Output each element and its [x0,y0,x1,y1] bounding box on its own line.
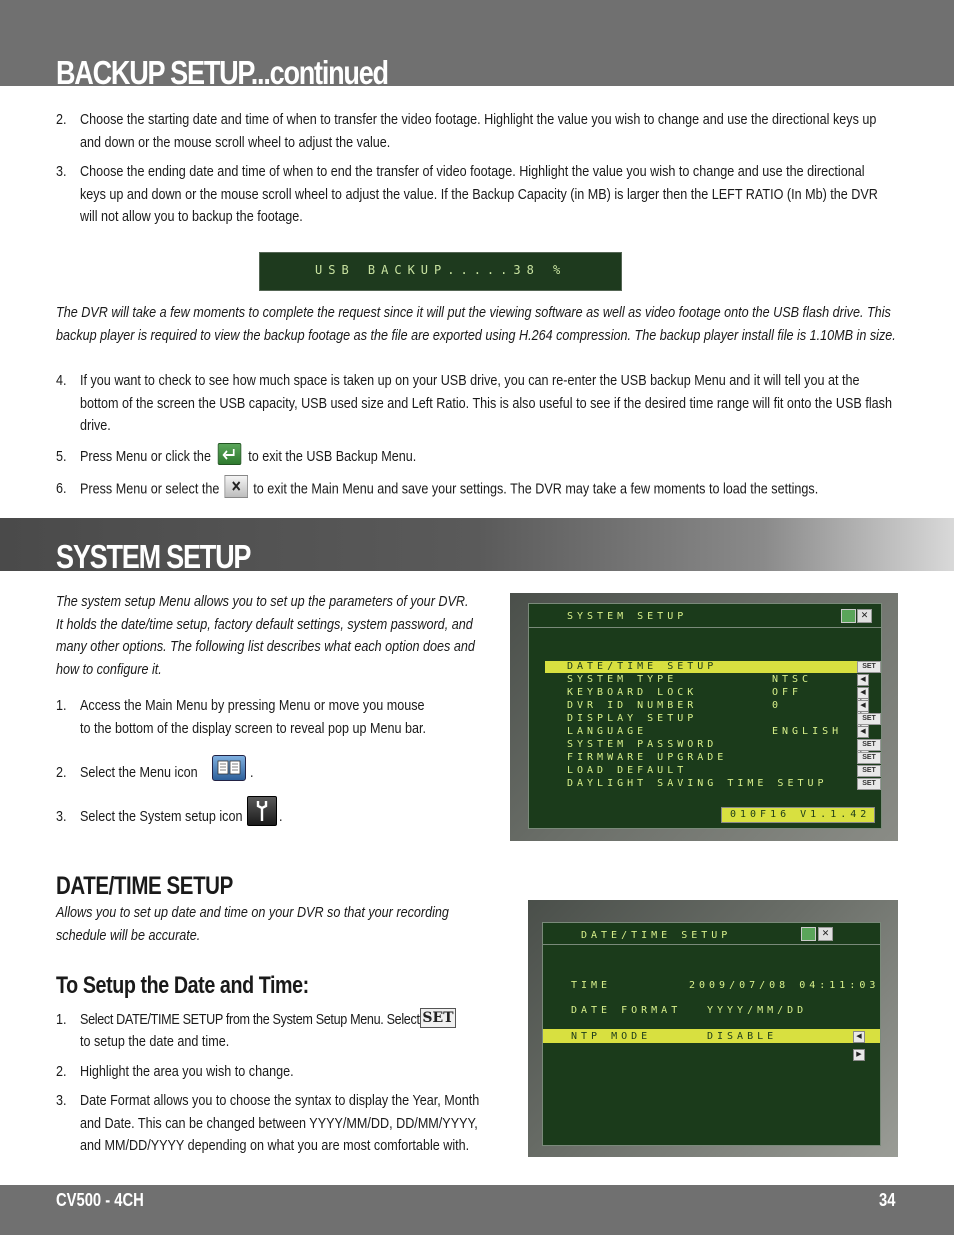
datetime-setup-screenshot [528,900,898,1157]
osd-row-value: 0 [772,700,783,711]
osd-row-value: OFF [772,687,803,698]
osd-row-label: DATE/TIME SETUP [567,661,718,672]
step-text: Select the System setup icon [80,808,243,825]
left-arrow-icon[interactable]: ◀ [857,700,869,712]
left-arrow-icon[interactable]: ◀ [857,687,869,699]
arrow-controls[interactable] [857,674,881,684]
version-text: 010F16 V1.1.42 [730,809,871,820]
osd-row-label: SYSTEM PASSWORD [567,739,718,750]
osd-title: DATE/TIME SETUP [581,930,732,941]
version-badge [721,807,875,823]
osd-row-value: ENGLISH [772,726,843,737]
wrench-icon [247,796,277,826]
osd-title: SYSTEM SETUP [567,611,688,622]
step-number: 1. [56,697,67,714]
osd-row-label: DVR ID NUMBER [567,700,698,711]
step-text: Date Format allows you to choose the syntax to display the Year, Month and Date. This can be changed between YYYY/MM/DD, DD/MM/YYYY, and MM/DD/YYYY depending on what you are most comfortable with. [80,1092,480,1154]
step-text-before: Press Menu or select the [80,480,220,498]
subsection-title: DATE/TIME SETUP [56,872,233,900]
osd-row-label: TIME [571,980,612,991]
step-text: Choose the ending date and time of when to end the transfer of video footage. Highlight the value you wish to change and use the directional keys up and down or the mouse scroll wheel to adjust the value. If the Backup Capacity (in MB) is larger then the LEFT RATIO (In Mb) the DVR will not allow you to backup the footage. [80,163,878,225]
step-number: 4. [56,372,67,389]
arrow-controls[interactable] [857,700,881,710]
datetime-description: Allows you to set up date and time on your DVR so that your recording schedule will be accurate. [56,904,449,944]
left-arrow-icon[interactable]: ◀ [853,1031,865,1043]
osd-row-value: 2009/07/08 04:11:03 [689,980,880,991]
set-button[interactable]: SET [857,765,881,777]
set-button[interactable]: SET [857,713,881,725]
step-text [80,446,416,469]
arrow-controls[interactable] [857,687,881,697]
osd-panel [542,922,881,1146]
footer-model: CV500 - 4CH [56,1190,144,1210]
step-text: If you want to check to see how much space is taken up on your USB drive, you can re-enter the USB backup Menu and it will tell you at the bottom of the screen the USB capacity, USB used size and Left Ratio. This is also useful to see if the desired time range will fit onto the USB flash drive. [80,372,892,434]
osd-row-label: DISPLAY SETUP [567,713,698,724]
step-text-after: . [250,764,254,781]
osd-row-value: YYYY/MM/DD [707,1005,808,1016]
step-number: 3. [56,808,67,825]
set-icon: SET [420,1008,456,1028]
left-arrow-icon[interactable]: ◀ [857,726,869,738]
section-title: SYSTEM SETUP [56,538,251,575]
step-text: Choose the starting date and time of when to transfer the video footage. Highlight the value you wish to change and use the directional keys up and down or the mouse scroll wheel to adjust the value. [80,111,877,151]
backup-note: The DVR will take a few moments to complete the request since it will put the viewing software as well as video footage onto the USB flash drive. This backup player is required to view the backup footage as the file are exported using H.264 compression. The backup player install file is 1.10MB in size. [56,304,896,344]
return-icon [801,927,816,941]
osd-row-label: DAYLIGHT SAVING TIME SETUP [567,778,828,789]
osd-divider [543,944,880,945]
osd-divider [529,627,881,628]
step-number: 3. [56,1092,67,1109]
osd-row-label: FIRMWARE UPGRADE [567,752,728,763]
step-text [80,695,426,740]
osd-row-value: DISABLE [707,1031,778,1042]
page-number: 34 [879,1190,896,1210]
return-icon [841,609,856,623]
step-number: 1. [56,1011,67,1028]
step-number: 2. [56,111,67,128]
osd-row-label: SYSTEM TYPE [567,674,678,685]
arrow-controls[interactable] [857,726,881,736]
close-icon [225,475,249,498]
osd-row-label: NTP MODE [571,1031,652,1042]
step-text-after: to exit the Main Menu and save your settings. The DVR may take a few moments to load the settings. [253,480,819,498]
step-text: Select DATE/TIME SETUP from the System Setup Menu. Select [80,1011,420,1028]
osd-row-label: LOAD DEFAULT [567,765,688,776]
set-button[interactable]: SET [857,752,881,764]
set-button[interactable]: SET [857,778,881,790]
osd-row-label: KEYBOARD LOCK [567,687,698,698]
osd-row-value: NTSC [772,674,813,685]
step-number: 2. [56,764,67,781]
osd-row-label: DATE FORMAT [571,1005,682,1016]
usb-backup-label: USB BACKUP.....38 % [315,263,567,277]
menu-book-icon [212,755,246,781]
left-arrow-icon[interactable]: ◀ [857,674,869,686]
step-number: 3. [56,163,67,180]
subsection-subtitle: To Setup the Date and Time: [56,972,309,999]
usb-backup-progress-screen [259,252,622,291]
step-text: Highlight the area you wish to change. [80,1063,294,1080]
step-text: Select the Menu icon [80,764,198,781]
arrow-controls[interactable] [853,1031,877,1058]
step-text-after: to exit the USB Backup Menu. [248,448,417,465]
osd-row-label: LANGUAGE [567,726,648,737]
page-title: BACKUP SETUP...continued [56,54,388,91]
system-setup-screenshot [510,593,898,841]
step-text: to setup the date and time. [80,1033,230,1050]
step-text [80,478,818,501]
close-icon: ✕ [818,927,833,941]
return-icon [218,443,242,465]
step-line: to the bottom of the display screen to reveal pop up Menu bar. [80,719,427,737]
step-number: 5. [56,448,67,465]
osd-panel [528,603,882,829]
step-number: 6. [56,480,67,497]
step-text-before: Press Menu or click the [80,448,211,465]
system-intro: The system setup Menu allows you to set up the parameters of your DVR. It holds the date/time setup, factory default settings, system password, and many other options. The following list describes what each option does and how to configure it. [56,593,475,678]
step-text-after: . [279,808,283,825]
set-button[interactable]: SET [857,739,881,751]
close-icon: ✕ [857,609,872,623]
step-number: 2. [56,1063,67,1080]
step-line: Access the Main Menu by pressing Menu or move you mouse [80,697,425,714]
set-button[interactable]: SET [857,661,881,673]
right-arrow-icon[interactable]: ▶ [853,1049,865,1061]
